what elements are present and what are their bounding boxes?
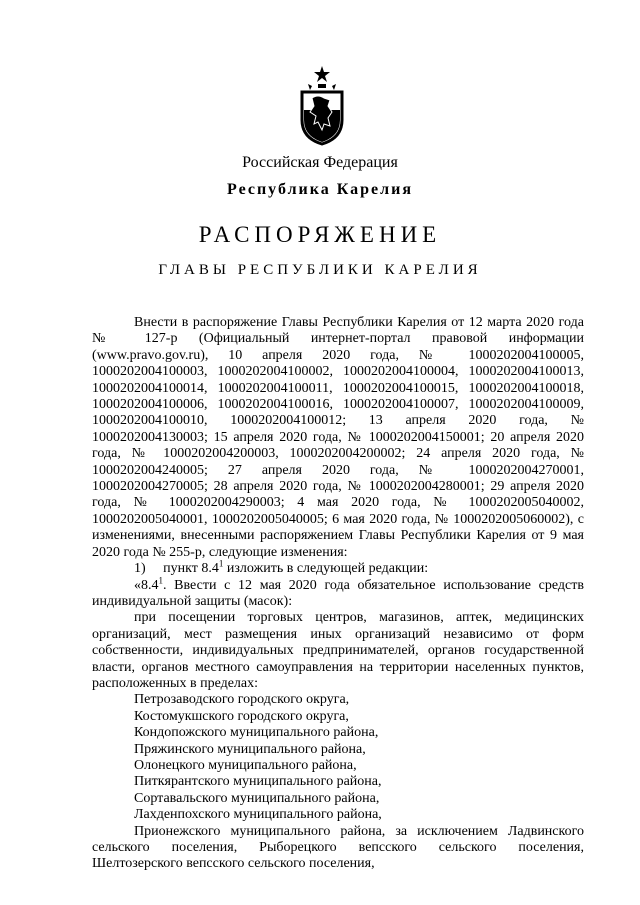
point-1: 1) пункт $8.4^1$ изложить в следующей редакции: bbox=[134, 558, 429, 577]
area-item: Питкярантского муниципального района, bbox=[134, 774, 382, 790]
document-issuer: ГЛАВЫ РЕСПУБЛИКИ КАРЕЛИЯ bbox=[158, 262, 482, 278]
prionezh-paragraph: Прионежского муниципального района, за исключением Ладвинского сельского поселения, Рыборецкого вепсского сельского поселения, Шелтозерского вепсского сельского поселения, bbox=[92, 823, 584, 872]
area-item: Олонецкого муниципального района, bbox=[134, 757, 357, 773]
quote-8-4-1: «$8.4^1$. Ввести с 12 мая 2020 года обязательное использование средств индивидуальной защиты (масок): bbox=[92, 574, 584, 609]
country-name: Российская Федерация bbox=[242, 154, 398, 171]
document-body bbox=[92, 315, 584, 873]
document-type: РАСПОРЯЖЕНИЕ bbox=[198, 222, 442, 247]
area-item: Петрозаводского городского округа, bbox=[134, 692, 350, 708]
republic-name: Республика Карелия bbox=[227, 181, 413, 198]
area-item: Сортавальского муниципального района, bbox=[134, 790, 380, 806]
area-item: Костомукшского городского округа, bbox=[134, 708, 349, 724]
visit-paragraph: при посещении торговых центров, магазинов, аптек, медицинских организаций, мест размещения иных организаций независимо от форм собственности, индивидуальных предпринимателей, органов государственной власти, органов местного самоуправления на территории населенных пунктов, расположенных в пределах: bbox=[92, 610, 584, 691]
area-item: Кондопожского муниципального района, bbox=[134, 725, 379, 741]
area-item: Лахденпохского муниципального района, bbox=[134, 807, 382, 823]
intro-paragraph: Внести в распоряжение Главы Республики Карелия от 12 марта 2020 года № 127-р (Официальный интернет-портал правовой информации (www.pravo.gov.ru), 10 апреля 2020 года, № 1000202004100005, 1000202004100003, 1000202004100002, 1000202004100004, 1000202004100013, 1000202004100014, 1000202004100011, 1000202004100015, 1000202004100018, 1000202004100006, 1000202004100016, 1000202004100007, 1000202004100009, 1000202004100010, 1000202004100012; 13 апреля 2020 года, № 1000202004130003; 15 апреля 2020 года, № 1000202004150001; 20 апреля 2020 года, № 1000202004200003, 1000202004200002; 24 апреля 2020 года, № 1000202004240005; 27 апреля 2020 года, № 1000202004270001, 1000202004270005; 28 апреля 2020 года, № 1000202004280001; 29 апреля 2020 года, № 1000202004290003; 4 мая 2020 года, № 1000202005040002, 1000202005040001, 1000202005040005; 6 мая 2020 года, № 1000202005060002), с изменениями, внесенными распоряжением Главы Республики Карелия от 9 мая 2020 года № 255-р, следующие изменения: bbox=[92, 315, 584, 560]
coat-of-arms-icon bbox=[298, 64, 346, 146]
area-item: Пряжинского муниципального района, bbox=[134, 741, 366, 757]
